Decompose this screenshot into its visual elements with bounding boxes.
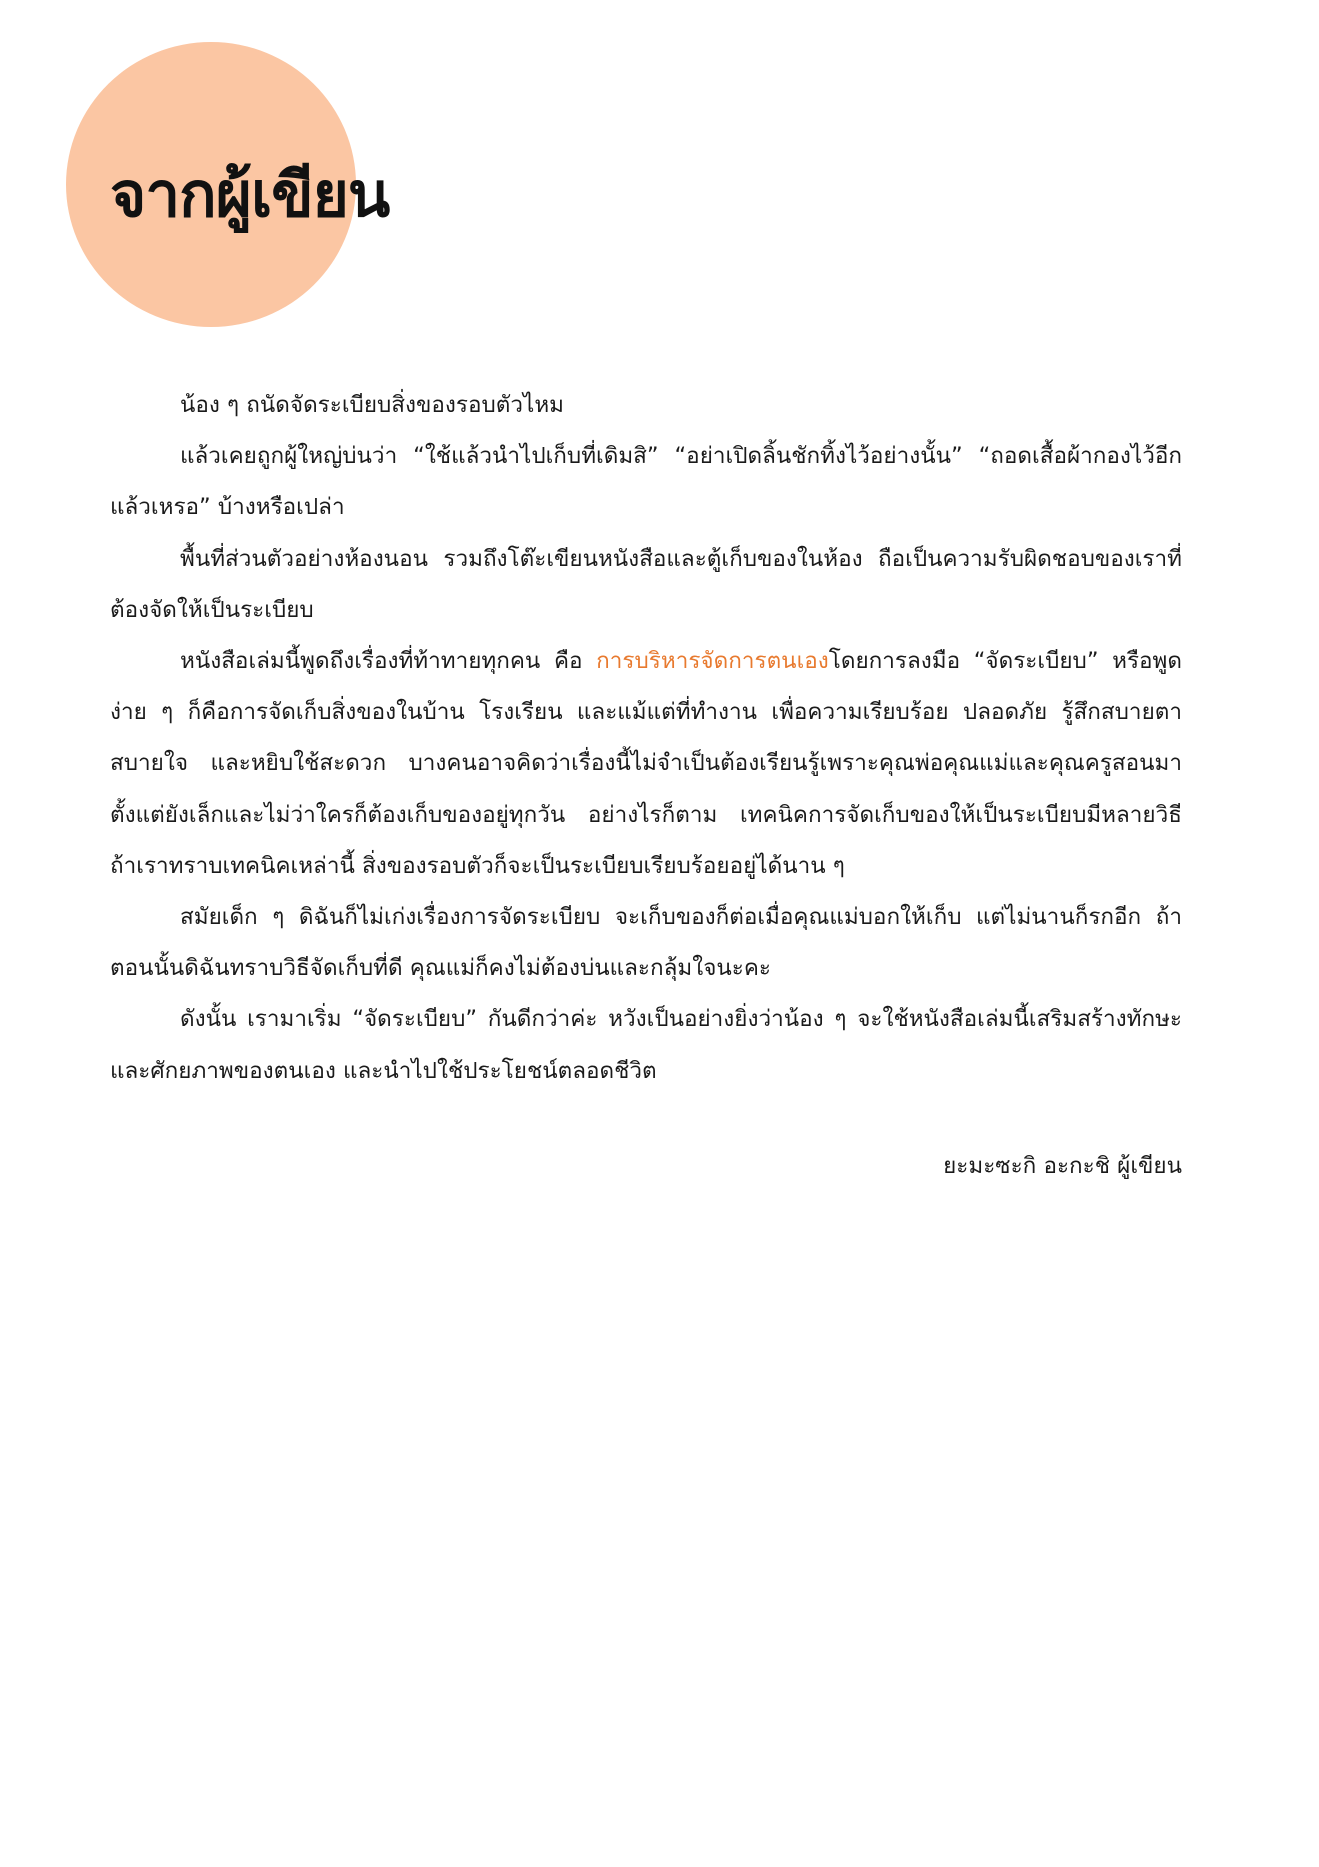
highlight-self-management: การบริหารจัดการตนเอง [596,648,829,675]
paragraph-1: น้อง ๆ ถนัดจัดระเบียบสิ่งของรอบตัวไหม [180,392,564,418]
paragraph-5: สมัยเด็ก ๆ ดิฉันก็ไม่เก่งเรื่องการจัดระเบียบ จะเก็บของก็ต่อเมื่อคุณแม่บอกให้เก็บ แต่ไม่นานก็รกอีก ถ้าตอนนั้นดิฉันทราบวิธีจัดเก็บที่ดี คุณแม่ก็คงไม่ต้องบ่นและกลุ้มใจนะคะ [110,904,1182,982]
paragraph-3: พื้นที่ส่วนตัวอย่างห้องนอน รวมถึงโต๊ะเขียนหนังสือและตู้เก็บของในห้อง ถือเป็นความรับผิดชอบของเราที่ต้องจัดให้เป็นระเบียบ [110,545,1182,623]
preface-body [110,380,1182,1097]
paragraph-4-rest: โดยการลงมือ “จัดระเบียบ” หรือพูดง่าย ๆ ก็คือการจัดเก็บสิ่งของในบ้าน โรงเรียน และแม้แต่ที่ทำงาน เพื่อความเรียบร้อย ปลอดภัย รู้สึกสบายตาสบายใจ และหยิบใช้สะดวก บางคนอาจคิดว่าเรื่องนี้ไม่จำเป็นต้องเรียนรู้เพราะคุณพ่อคุณแม่และคุณครูสอนมาตั้งแต่ยังเล็กและไม่ว่าใครก็ต้องเก็บของอยู่ทุกวัน อย่างไรก็ตาม เทคนิคการจัดเก็บของให้เป็นระเบียบมีหลายวิธี ถ้าเราทราบเทคนิคเหล่านี้ สิ่งของรอบตัวก็จะเป็นระเบียบเรียบร้อยอยู่ได้นาน ๆ [110,648,1182,879]
author-signature: ยะมะซะกิ อะกะชิ ผู้เขียน [943,1153,1182,1179]
page-title: จากผู้เขียน [110,158,390,231]
paragraph-4-intro: หนังสือเล่มนี้พูดถึงเรื่องที่ท้าทายทุกคน คือ [180,648,597,675]
paragraph-6: ดังนั้น เรามาเริ่ม “จัดระเบียบ” กันดีกว่าค่ะ หวังเป็นอย่างยิ่งว่าน้อง ๆ จะใช้หนังสือเล่มนี้เสริมสร้างทักษะและศักยภาพของตนเอง และนำไปใช้ประโยชน์ตลอดชีวิต [110,1006,1182,1084]
paragraph-2: แล้วเคยถูกผู้ใหญ่บ่นว่า “ใช้แล้วนำไปเก็บที่เดิมสิ” “อย่าเปิดลิ้นชักทิ้งไว้อย่างนั้น” “ถอดเสื้อผ้ากองไว้อีกแล้วเหรอ” บ้างหรือเปล่า [110,443,1182,521]
paragraph-4 [110,636,1182,892]
